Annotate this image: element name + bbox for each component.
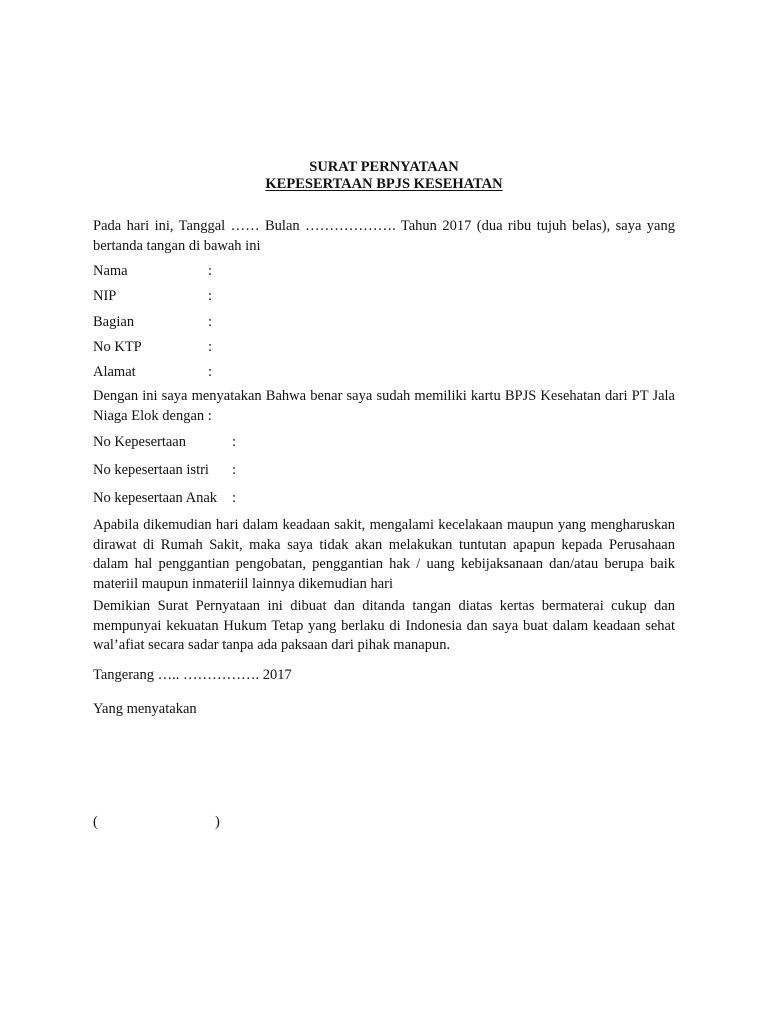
field-alamat-colon: : [208, 364, 213, 380]
field-no-ktp-colon: : [208, 339, 213, 355]
field-no-kepesertaan-anak-colon: : [232, 490, 237, 506]
field-nama-label: Nama [93, 263, 128, 279]
document-subtitle [0, 176, 768, 193]
field-no-kepesertaan-istri-label: No kepesertaan istri [93, 462, 209, 478]
signature-open-paren: ( [93, 814, 98, 830]
intro-paragraph: Pada hari ini, Tanggal …… Bulan ………………. Tahun 2017 (dua ribu tujuh belas), saya yang bertanda tangan di bawah ini [93, 218, 675, 254]
liability-paragraph: Apabila dikemudian hari dalam keadaan sakit, mengalami kecelakaan maupun yang mengharuskan dirawat di Rumah Sakit, maka saya tidak akan melakukan tuntutan apapun kepada Perusahaan dalam hal penggantian pengobatan, penggantian hak / uang kebijaksanaan dan/atau berupa baik materiil maupun inmateriil lainnya dikemudian hari [93, 517, 675, 592]
closing-declaration-paragraph: Demikian Surat Pernyataan ini dibuat dan ditanda tangan diatas kertas bermaterai cukup dan mempunyai kekuatan Hukum Tetap yang berlaku di Indonesia dan saya buat dalam keadaan sehat wal’afiat secara sadar tanpa ada paksaan dari pihak manapun. [93, 598, 675, 653]
field-no-kepesertaan-label: No Kepesertaan [93, 434, 186, 450]
field-alamat-label: Alamat [93, 364, 136, 380]
field-nip-label: NIP [93, 288, 117, 304]
field-bagian-colon: : [208, 314, 213, 330]
statement-paragraph: Dengan ini saya menyatakan Bahwa benar saya sudah memiliki kartu BPJS Kesehatan dari PT Jala Niaga Elok dengan : [93, 388, 675, 424]
field-bagian-label: Bagian [93, 314, 135, 330]
document-title-text: SURAT PERNYATAAN [309, 159, 459, 175]
field-no-ktp-label: No KTP [93, 339, 142, 355]
field-nama-colon: : [208, 263, 213, 279]
place-date-text: Tangerang ….. ……………. 2017 [93, 667, 292, 683]
signatory-label-text: Yang menyatakan [93, 701, 197, 717]
document-subtitle-text: KEPESERTAAN BPJS KESEHATAN [265, 176, 503, 192]
signatory-label [93, 700, 197, 719]
document-title [0, 159, 768, 176]
place-date-line [93, 666, 292, 685]
field-no-kepesertaan-anak-label: No kepesertaan Anak [93, 490, 218, 506]
field-no-kepesertaan-colon: : [232, 434, 237, 450]
field-no-kepesertaan-istri-colon: : [232, 462, 237, 478]
signature-close-paren: ) [215, 814, 220, 830]
field-nip-colon: : [208, 288, 213, 304]
